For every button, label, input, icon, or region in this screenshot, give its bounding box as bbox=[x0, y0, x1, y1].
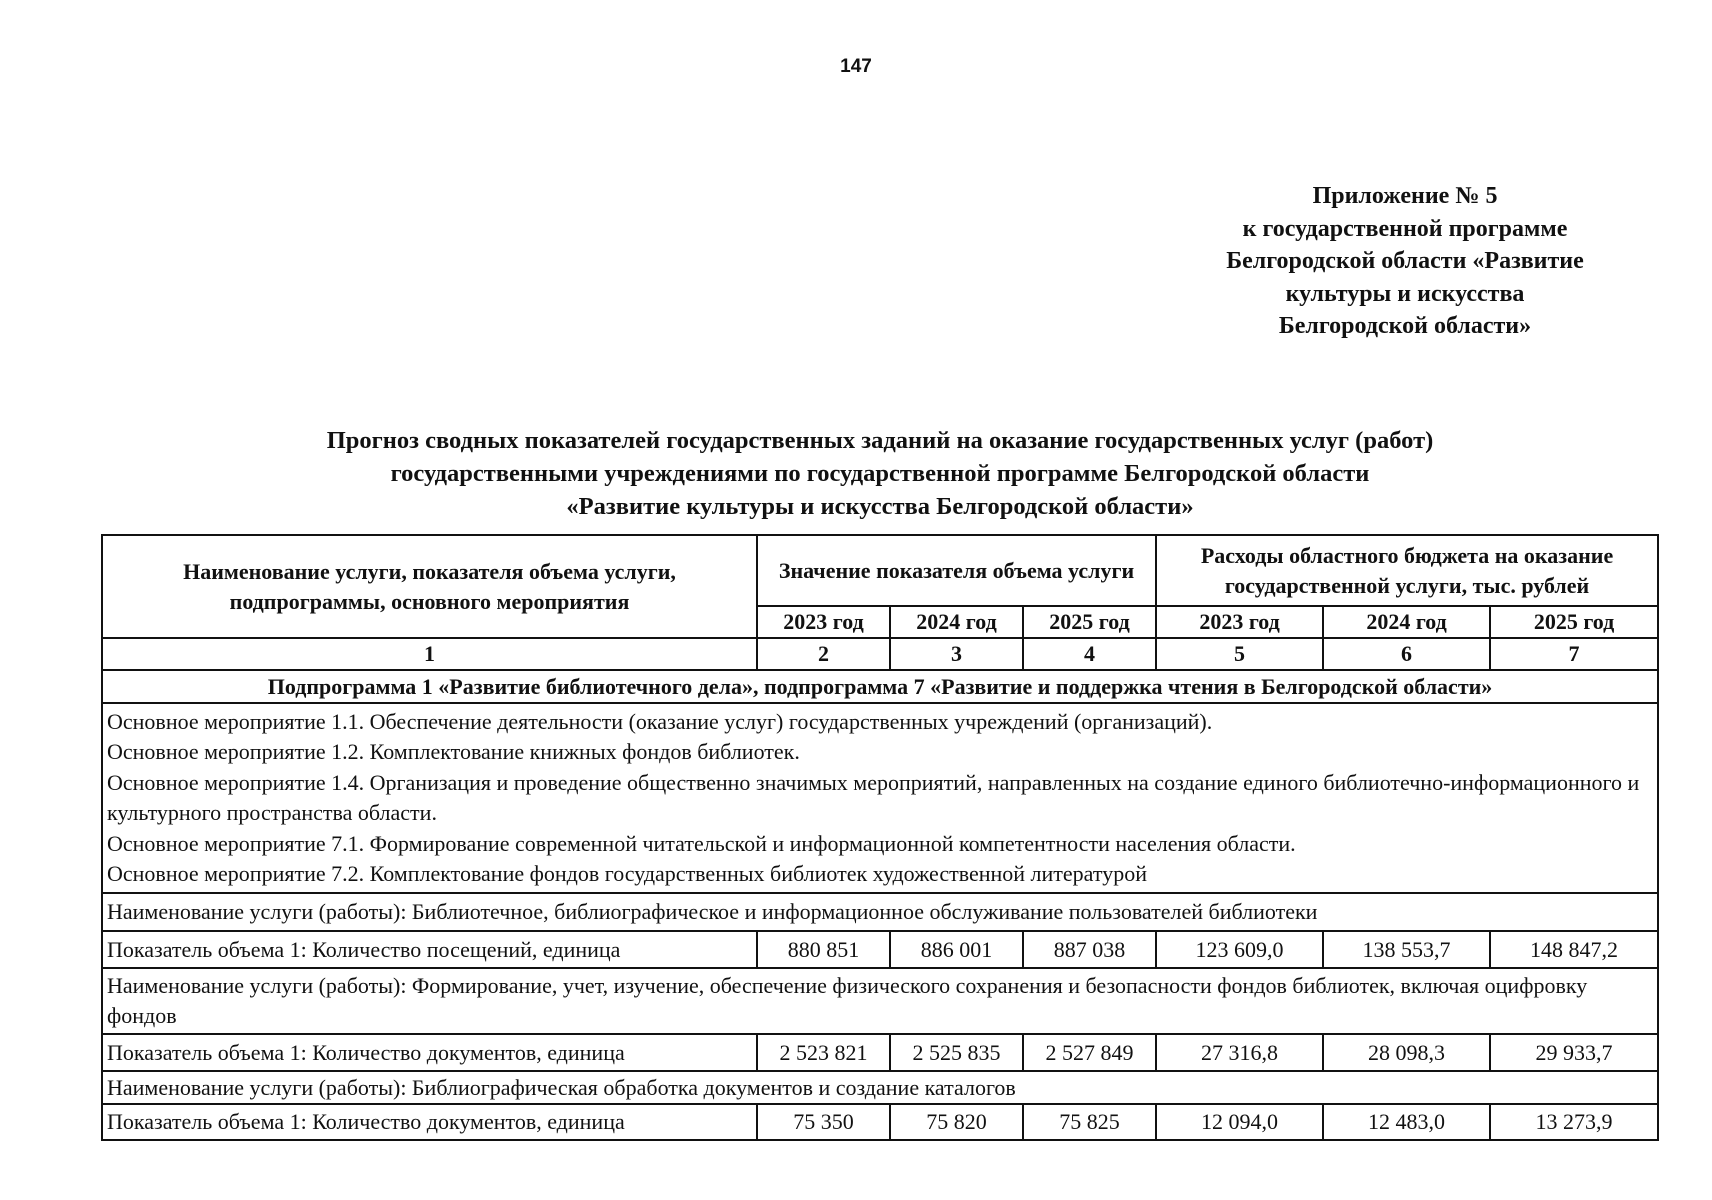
indicator-name: Показатель объема 1: Количество документов, единица bbox=[102, 1104, 757, 1140]
indicator-row bbox=[102, 1034, 1658, 1071]
appendix-line: культуры и искусства bbox=[1285, 280, 1525, 307]
indicator-value: 887 038 bbox=[1023, 931, 1156, 968]
indicator-value: 29 933,7 bbox=[1490, 1034, 1658, 1071]
service-row bbox=[102, 1071, 1658, 1104]
indicator-value: 75 825 bbox=[1023, 1104, 1156, 1140]
indicator-value: 12 094,0 bbox=[1156, 1104, 1323, 1140]
header-volume-group: Значение показателя объема услуги bbox=[757, 535, 1156, 606]
service-name: Наименование услуги (работы): Формирование, учет, изучение, обеспечение физического сохранения и безопасности фондов библиотек, включая оцифровку фондов bbox=[102, 968, 1658, 1034]
activity-item: Основное мероприятие 7.1. Формирование современной читательской и информационной компетентности населения области. bbox=[107, 830, 1296, 856]
indicator-value: 148 847,2 bbox=[1490, 931, 1658, 968]
appendix-line: Белгородской области» bbox=[1278, 313, 1532, 339]
indicator-value: 75 820 bbox=[890, 1104, 1023, 1140]
page-number: 147 bbox=[840, 56, 872, 77]
activity-item: Основное мероприятие 1.1. Обеспечение деятельности (оказание услуг) государственных учреждений (организаций). bbox=[107, 708, 1213, 734]
subprogram-title: Подпрограмма 1 «Развитие библиотечного дела», подпрограмма 7 «Развитие и поддержка чтения в Белгородской области» bbox=[102, 670, 1658, 703]
header-year: 2024 год bbox=[1323, 606, 1490, 638]
header-year: 2023 год bbox=[1156, 606, 1323, 638]
appendix-line: к государственной программе bbox=[1242, 215, 1568, 242]
title-line: «Развитие культуры и искусства Белгородской области» bbox=[566, 493, 1194, 520]
appendix-line: Приложение № 5 bbox=[1312, 183, 1498, 209]
column-numbers-row bbox=[102, 638, 1658, 670]
activity-item: Основное мероприятие 7.2. Комплектование фондов государственных библиотек художественной литературой bbox=[107, 861, 1147, 886]
indicator-value: 75 350 bbox=[757, 1104, 890, 1140]
indicator-value: 2 525 835 bbox=[890, 1034, 1023, 1071]
title-line: государственными учреждениями по государственной программе Белгородской области bbox=[390, 460, 1370, 487]
indicator-name: Показатель объема 1: Количество документов, единица bbox=[102, 1034, 757, 1071]
indicator-value: 138 553,7 bbox=[1323, 931, 1490, 968]
header-budget-group: Расходы областного бюджета на оказание государственной услуги, тыс. рублей bbox=[1156, 535, 1658, 606]
activity-item: Основное мероприятие 1.2. Комплектование книжных фондов библиотек. bbox=[107, 739, 800, 764]
header-year: 2023 год bbox=[757, 606, 890, 638]
indicator-name: Показатель объема 1: Количество посещений, единица bbox=[102, 931, 757, 968]
column-number: 3 bbox=[890, 638, 1023, 670]
column-number: 5 bbox=[1156, 638, 1323, 670]
indicator-value: 880 851 bbox=[757, 931, 890, 968]
subprogram-row bbox=[102, 670, 1658, 703]
indicator-value: 13 273,9 bbox=[1490, 1104, 1658, 1140]
service-row bbox=[102, 968, 1658, 1034]
column-number: 4 bbox=[1023, 638, 1156, 670]
indicator-value: 28 098,3 bbox=[1323, 1034, 1490, 1071]
header-name-column: Наименование услуги, показателя объема услуги, подпрограммы, основного мероприятия bbox=[102, 535, 757, 638]
column-number: 2 bbox=[757, 638, 890, 670]
indicator-value: 123 609,0 bbox=[1156, 931, 1323, 968]
forecast-table bbox=[101, 534, 1659, 1141]
indicator-value: 12 483,0 bbox=[1323, 1104, 1490, 1140]
indicator-row bbox=[102, 1104, 1658, 1140]
indicator-value: 2 523 821 bbox=[757, 1034, 890, 1071]
indicator-value: 886 001 bbox=[890, 931, 1023, 968]
column-number: 7 bbox=[1490, 638, 1658, 670]
column-number: 1 bbox=[102, 638, 757, 670]
service-row bbox=[102, 893, 1658, 931]
indicator-row bbox=[102, 931, 1658, 968]
title-line: Прогноз сводных показателей государственных заданий на оказание государственных услуг (работ) bbox=[326, 427, 1434, 454]
service-name: Наименование услуги (работы): Библиотечное, библиографическое и информационное обслуживание пользователей библиотеки bbox=[102, 893, 1658, 931]
appendix-line: Белгородской области «Развитие bbox=[1226, 248, 1584, 274]
activity-item: Основное мероприятие 1.4. Организация и проведение общественно значимых мероприятий, направленных на создание единого библиотечно-информационного и культурного пространства области. bbox=[107, 769, 1640, 825]
header-year: 2025 год bbox=[1023, 606, 1156, 638]
activities-list bbox=[102, 703, 1658, 893]
appendix-note bbox=[1190, 180, 1620, 343]
indicator-value: 2 527 849 bbox=[1023, 1034, 1156, 1071]
column-number: 6 bbox=[1323, 638, 1490, 670]
header-row bbox=[102, 535, 1658, 606]
document-title bbox=[80, 424, 1680, 523]
service-name: Наименование услуги (работы): Библиографическая обработка документов и создание каталогов bbox=[102, 1071, 1658, 1104]
header-year: 2025 год bbox=[1490, 606, 1658, 638]
activities-row bbox=[102, 703, 1658, 893]
indicator-value: 27 316,8 bbox=[1156, 1034, 1323, 1071]
header-year: 2024 год bbox=[890, 606, 1023, 638]
